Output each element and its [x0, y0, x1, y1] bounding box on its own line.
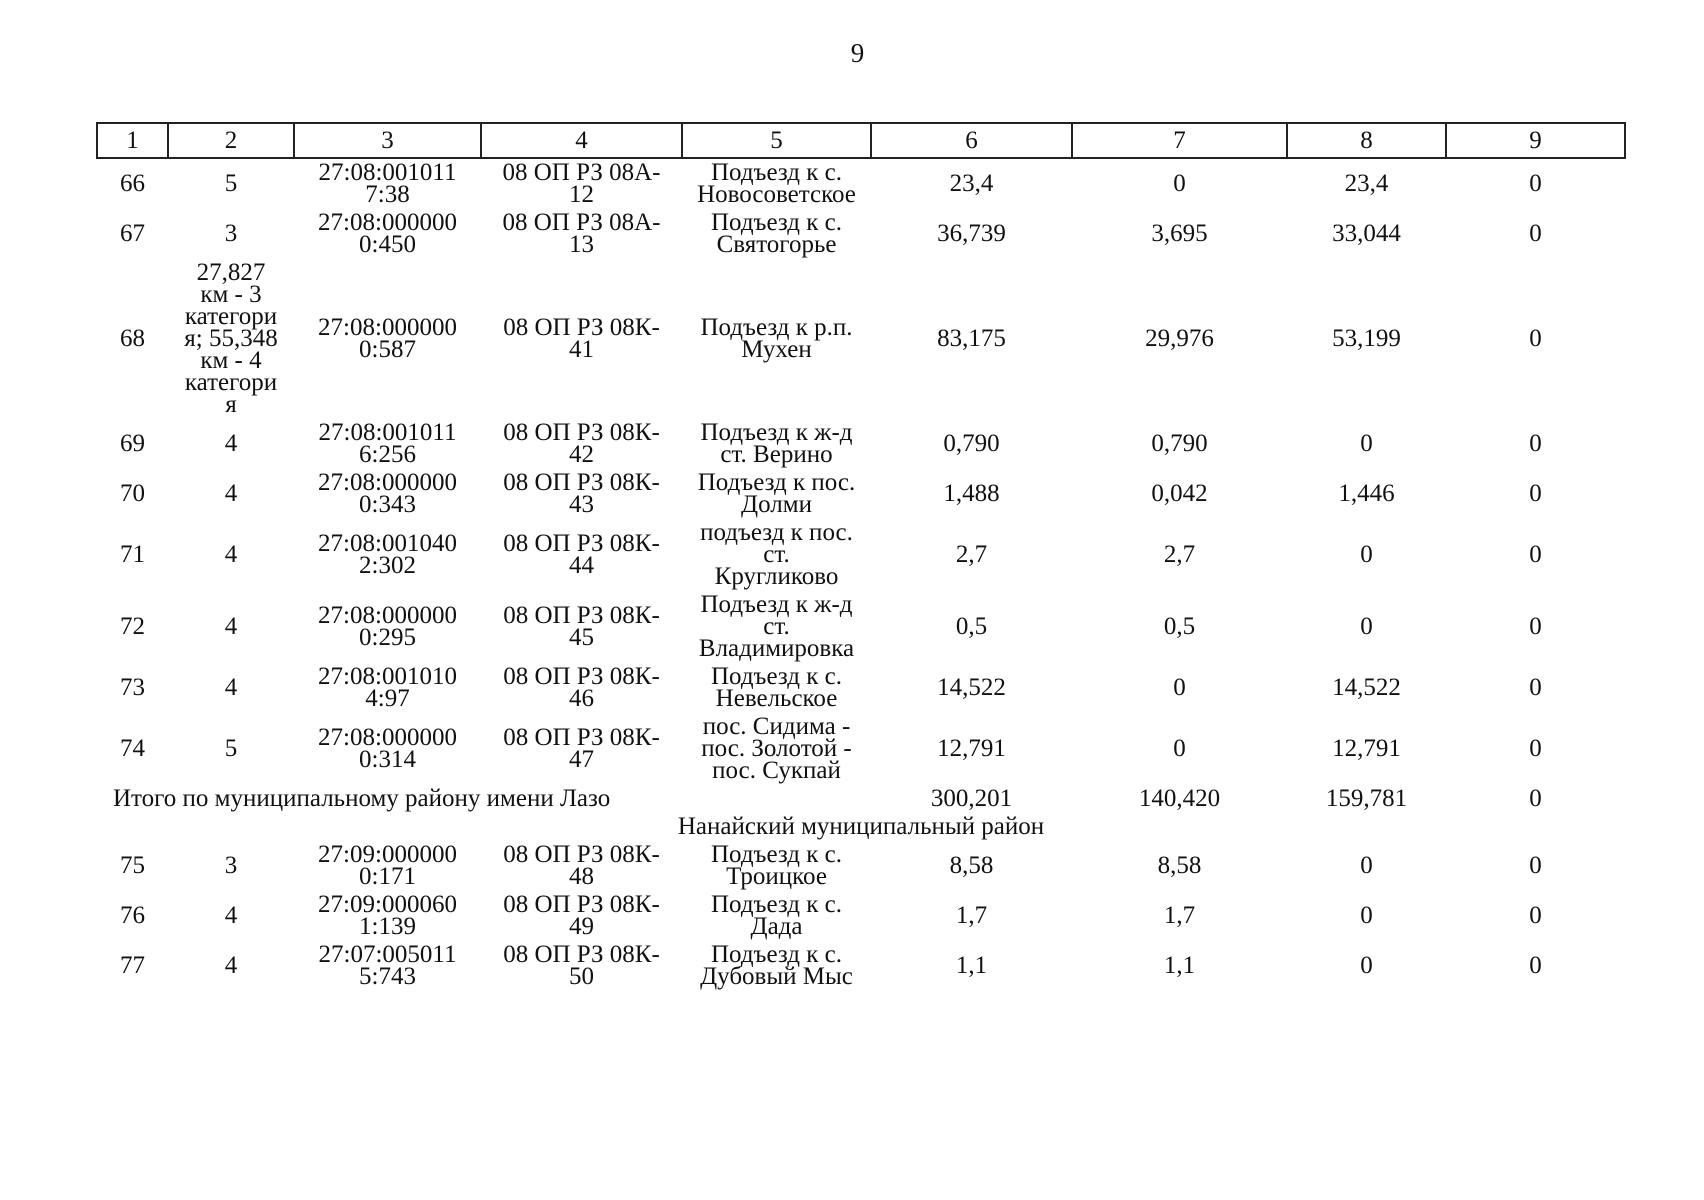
total-c7: 140,420 [1138, 785, 1221, 812]
cell-category [168, 259, 294, 419]
cell-col9: 0 [1529, 735, 1542, 762]
cell-line: Дада [750, 913, 803, 940]
cell-category: 4 [224, 480, 238, 507]
cell-col8: 23,4 [1344, 170, 1389, 197]
cell-line: км - 4 [200, 347, 262, 374]
cell-line: Подъезд к с. [710, 209, 843, 236]
cell-line: 08 ОП РЗ 08К- [503, 891, 660, 918]
cell-line: км - 3 [200, 281, 262, 308]
cell-road-code [481, 713, 682, 785]
cell-col8: 0 [1360, 613, 1373, 640]
cell-line: 13 [569, 231, 594, 258]
cell-line: 0:171 [359, 863, 416, 890]
cell-col9: 0 [1529, 480, 1542, 507]
cell-cadastral [294, 519, 481, 591]
cell-col7: 1,1 [1163, 952, 1196, 979]
header-cell: 6 [871, 123, 1072, 158]
cell-line: 0:587 [359, 336, 416, 363]
cell-line: Троицкое [726, 863, 827, 890]
cell-cadastral [294, 663, 481, 713]
cell-col7: 0,042 [1151, 480, 1208, 507]
cell-line: Долми [741, 491, 812, 518]
cell-line: Подъезд к с. [710, 841, 843, 868]
cell-cadastral [294, 941, 481, 991]
cell-number: 76 [120, 902, 145, 929]
cell-col7: 8,58 [1157, 852, 1202, 879]
cell-col6: 83,175 [937, 325, 1006, 352]
cell-line: 0:343 [359, 491, 416, 518]
cell-line: 08 ОП РЗ 08К- [503, 530, 660, 557]
cell-line: 0:314 [359, 746, 416, 773]
cell-col6: 0,5 [955, 613, 988, 640]
cell-line: 44 [569, 552, 594, 579]
table-row [97, 941, 1625, 991]
header-cell: 4 [481, 123, 682, 158]
cell-line: Подъезд к ж-д [700, 591, 853, 618]
cell-category: 5 [224, 170, 238, 197]
cell-road-code [481, 419, 682, 469]
cell-line: 27:08:000000 [318, 724, 457, 751]
cell-category: 4 [224, 902, 238, 929]
table-row [97, 209, 1625, 259]
cell-col6: 0,790 [943, 430, 1000, 457]
lazo-rows [97, 158, 1625, 785]
cell-line: 6:256 [359, 441, 416, 468]
cell-road-name [682, 158, 871, 209]
total-c6: 300,201 [930, 785, 1013, 812]
cell-road-name [682, 891, 871, 941]
cell-line: 49 [569, 913, 594, 940]
cell-line: ст. [763, 613, 790, 640]
table-row [97, 713, 1625, 785]
cell-road-name [682, 841, 871, 891]
cell-line: 27:08:001010 [318, 663, 457, 690]
cell-line: 08 ОП РЗ 08А- [502, 159, 661, 186]
cell-road-code [481, 841, 682, 891]
cell-road-name [682, 591, 871, 663]
cell-category: 4 [224, 541, 238, 568]
cell-road-code [481, 591, 682, 663]
cell-number: 69 [120, 430, 145, 457]
cell-line: 08 ОП РЗ 08К- [503, 724, 660, 751]
cell-line: 08 ОП РЗ 08К- [503, 314, 660, 341]
cell-col9: 0 [1529, 952, 1542, 979]
cell-cadastral [294, 841, 481, 891]
cell-road-code [481, 663, 682, 713]
cell-line: 08 ОП РЗ 08К- [503, 941, 660, 968]
table-row [97, 469, 1625, 519]
cell-col8: 14,522 [1332, 674, 1401, 701]
cell-line: 08 ОП РЗ 08К- [503, 419, 660, 446]
cell-category: 4 [224, 613, 238, 640]
cell-col8: 0 [1360, 430, 1373, 457]
header-cell: 8 [1287, 123, 1446, 158]
cell-number: 77 [120, 952, 145, 979]
cell-road-name [682, 663, 871, 713]
header-cell: 7 [1072, 123, 1287, 158]
cell-number: 68 [120, 325, 145, 352]
cell-line: 12 [569, 181, 594, 208]
section-heading: Нанайский муниципальный район [677, 813, 1045, 840]
cell-col8: 53,199 [1332, 325, 1401, 352]
cell-category: 3 [224, 852, 238, 879]
cell-category: 3 [224, 220, 238, 247]
cell-col7: 1,7 [1163, 902, 1196, 929]
cell-cadastral [294, 469, 481, 519]
cell-line: я; 55,348 [184, 325, 278, 352]
cell-road-code [481, 469, 682, 519]
cell-cadastral [294, 158, 481, 209]
cell-line: 50 [569, 963, 594, 990]
cell-cadastral [294, 591, 481, 663]
cell-line: 27:09:000060 [318, 891, 457, 918]
cell-line: 27:08:000000 [318, 469, 457, 496]
cell-line: 0:450 [359, 231, 416, 258]
cell-line: 08 ОП РЗ 08К- [503, 469, 660, 496]
table-row [97, 891, 1625, 941]
cell-road-code [481, 519, 682, 591]
cell-line: 4:97 [365, 685, 410, 712]
cell-col8: 1,446 [1338, 480, 1395, 507]
cell-line: 27:09:000000 [318, 841, 457, 868]
cell-road-code [481, 158, 682, 209]
cell-col7: 0,790 [1151, 430, 1208, 457]
cell-number: 75 [120, 852, 145, 879]
cell-line: Подъезд к с. [710, 663, 843, 690]
cell-cadastral [294, 259, 481, 419]
cell-line: 27:08:001011 [318, 419, 457, 446]
cell-line: пос. Золотой - [701, 735, 852, 762]
cell-col7: 0 [1173, 674, 1186, 701]
table-row [97, 519, 1625, 591]
cell-line: 42 [569, 441, 594, 468]
cell-line: 27:08:000000 [318, 602, 457, 629]
cell-category: 4 [224, 674, 238, 701]
cell-line: Подъезд к с. [710, 891, 843, 918]
cell-road-code [481, 259, 682, 419]
cell-line: 7:38 [365, 181, 410, 208]
cell-line: 08 ОП РЗ 08К- [503, 841, 660, 868]
cell-number: 74 [120, 735, 145, 762]
cell-line: Невельское [715, 685, 838, 712]
table-row [97, 259, 1625, 419]
cell-line: я [225, 391, 237, 418]
cell-line: 48 [569, 863, 594, 890]
cell-line: ст. Верино [720, 441, 833, 468]
cell-col6: 2,7 [955, 541, 988, 568]
cell-line: 08 ОП РЗ 08А- [502, 209, 661, 236]
cell-line: Новосоветское [697, 181, 856, 208]
total-label: Итого по муниципальному району имени Лазо [113, 785, 611, 812]
cell-category: 5 [224, 735, 238, 762]
roads-table [96, 122, 1626, 991]
cell-col6: 36,739 [937, 220, 1006, 247]
cell-line: 08 ОП РЗ 08К- [503, 663, 660, 690]
cell-road-code [481, 209, 682, 259]
cell-road-name [682, 259, 871, 419]
cell-line: пос. Сукпай [712, 757, 841, 784]
cell-line: 46 [569, 685, 594, 712]
total-row [97, 785, 1625, 813]
cell-col6: 1,1 [955, 952, 988, 979]
cell-line: 2:302 [359, 552, 416, 579]
cell-line: подъезд к пос. [700, 519, 853, 546]
cell-number: 71 [120, 541, 145, 568]
cell-line: категори [184, 369, 278, 396]
cell-line: ст. [763, 541, 790, 568]
cell-col7: 0 [1173, 170, 1186, 197]
header-cell: 5 [682, 123, 871, 158]
cell-col7: 2,7 [1163, 541, 1196, 568]
table-row [97, 841, 1625, 891]
cell-road-name [682, 519, 871, 591]
cell-road-name [682, 419, 871, 469]
cell-line: 27,827 [196, 259, 266, 286]
cell-line: пос. Сидима - [702, 713, 851, 740]
table-row [97, 158, 1625, 209]
cell-line: 41 [569, 336, 594, 363]
table-row [97, 419, 1625, 469]
cell-col6: 14,522 [937, 674, 1006, 701]
cell-road-code [481, 891, 682, 941]
header-cell: 9 [1446, 123, 1625, 158]
cell-line: 27:07:005011 [318, 941, 457, 968]
cell-col6: 8,58 [949, 852, 994, 879]
cell-col7: 29,976 [1145, 325, 1214, 352]
cell-col9: 0 [1529, 541, 1542, 568]
page-number: 9 [850, 38, 865, 68]
cell-col8: 12,791 [1332, 735, 1401, 762]
cell-number: 66 [120, 170, 145, 197]
cell-col6: 12,791 [937, 735, 1006, 762]
cell-col9: 0 [1529, 674, 1542, 701]
cell-cadastral [294, 713, 481, 785]
cell-line: Подъезд к с. [710, 941, 843, 968]
cell-cadastral [294, 419, 481, 469]
cell-col8: 33,044 [1332, 220, 1401, 247]
cell-line: Мухен [741, 336, 812, 363]
cell-line: 27:08:001011 [318, 159, 457, 186]
cell-road-name [682, 713, 871, 785]
cell-col8: 0 [1360, 541, 1373, 568]
cell-line: Подъезд к ж-д [700, 419, 853, 446]
cell-col8: 0 [1360, 902, 1373, 929]
cell-col9: 0 [1529, 170, 1542, 197]
table-row [97, 591, 1625, 663]
total-c9: 0 [1529, 785, 1542, 812]
cell-line: 08 ОП РЗ 08К- [503, 602, 660, 629]
cell-number: 67 [120, 220, 145, 247]
cell-line: Подъезд к пос. [697, 469, 856, 496]
cell-col6: 1,488 [943, 480, 1000, 507]
cell-number: 72 [120, 613, 145, 640]
cell-col7: 3,695 [1151, 220, 1208, 247]
cell-col6: 23,4 [949, 170, 994, 197]
cell-col9: 0 [1529, 613, 1542, 640]
cell-line: 27:08:000000 [318, 314, 457, 341]
cell-col9: 0 [1529, 220, 1542, 247]
cell-line: категори [184, 303, 278, 330]
cell-category: 4 [224, 430, 238, 457]
header-cell: 1 [97, 123, 168, 158]
lazo-total [97, 785, 1625, 841]
table-row [97, 663, 1625, 713]
cell-road-name [682, 941, 871, 991]
cell-line: Святогорье [716, 231, 837, 258]
section-heading-row [97, 813, 1625, 841]
cell-line: Кругликово [714, 563, 839, 590]
cell-line: Дубовый Мыс [700, 963, 853, 990]
cell-col9: 0 [1529, 430, 1542, 457]
cell-col6: 1,7 [955, 902, 988, 929]
cell-line: 45 [569, 624, 594, 651]
cell-col9: 0 [1529, 852, 1542, 879]
cell-line: 43 [569, 491, 594, 518]
cell-road-name [682, 209, 871, 259]
cell-line: 27:08:001040 [318, 530, 457, 557]
cell-line: 27:08:000000 [318, 209, 457, 236]
cell-line: Владимировка [698, 635, 855, 662]
cell-col7: 0 [1173, 735, 1186, 762]
cell-line: 0:295 [359, 624, 416, 651]
cell-cadastral [294, 209, 481, 259]
cell-road-code [481, 941, 682, 991]
cell-col7: 0,5 [1163, 613, 1196, 640]
cell-number: 70 [120, 480, 145, 507]
cell-line: 1:139 [359, 913, 416, 940]
cell-line: 47 [569, 746, 594, 773]
cell-number: 73 [120, 674, 145, 701]
cell-category: 4 [224, 952, 238, 979]
cell-cadastral [294, 891, 481, 941]
cell-col9: 0 [1529, 902, 1542, 929]
cell-line: Подъезд к р.п. [700, 314, 853, 341]
cell-line: Подъезд к с. [710, 159, 843, 186]
cell-col9: 0 [1529, 325, 1542, 352]
cell-line: 5:743 [359, 963, 416, 990]
nanai-rows [97, 841, 1625, 991]
cell-road-name [682, 469, 871, 519]
total-c8: 159,781 [1325, 785, 1408, 812]
header-cell: 3 [294, 123, 481, 158]
column-number-header [97, 123, 1625, 158]
cell-col8: 0 [1360, 852, 1373, 879]
header-cell: 2 [168, 123, 294, 158]
cell-col8: 0 [1360, 952, 1373, 979]
